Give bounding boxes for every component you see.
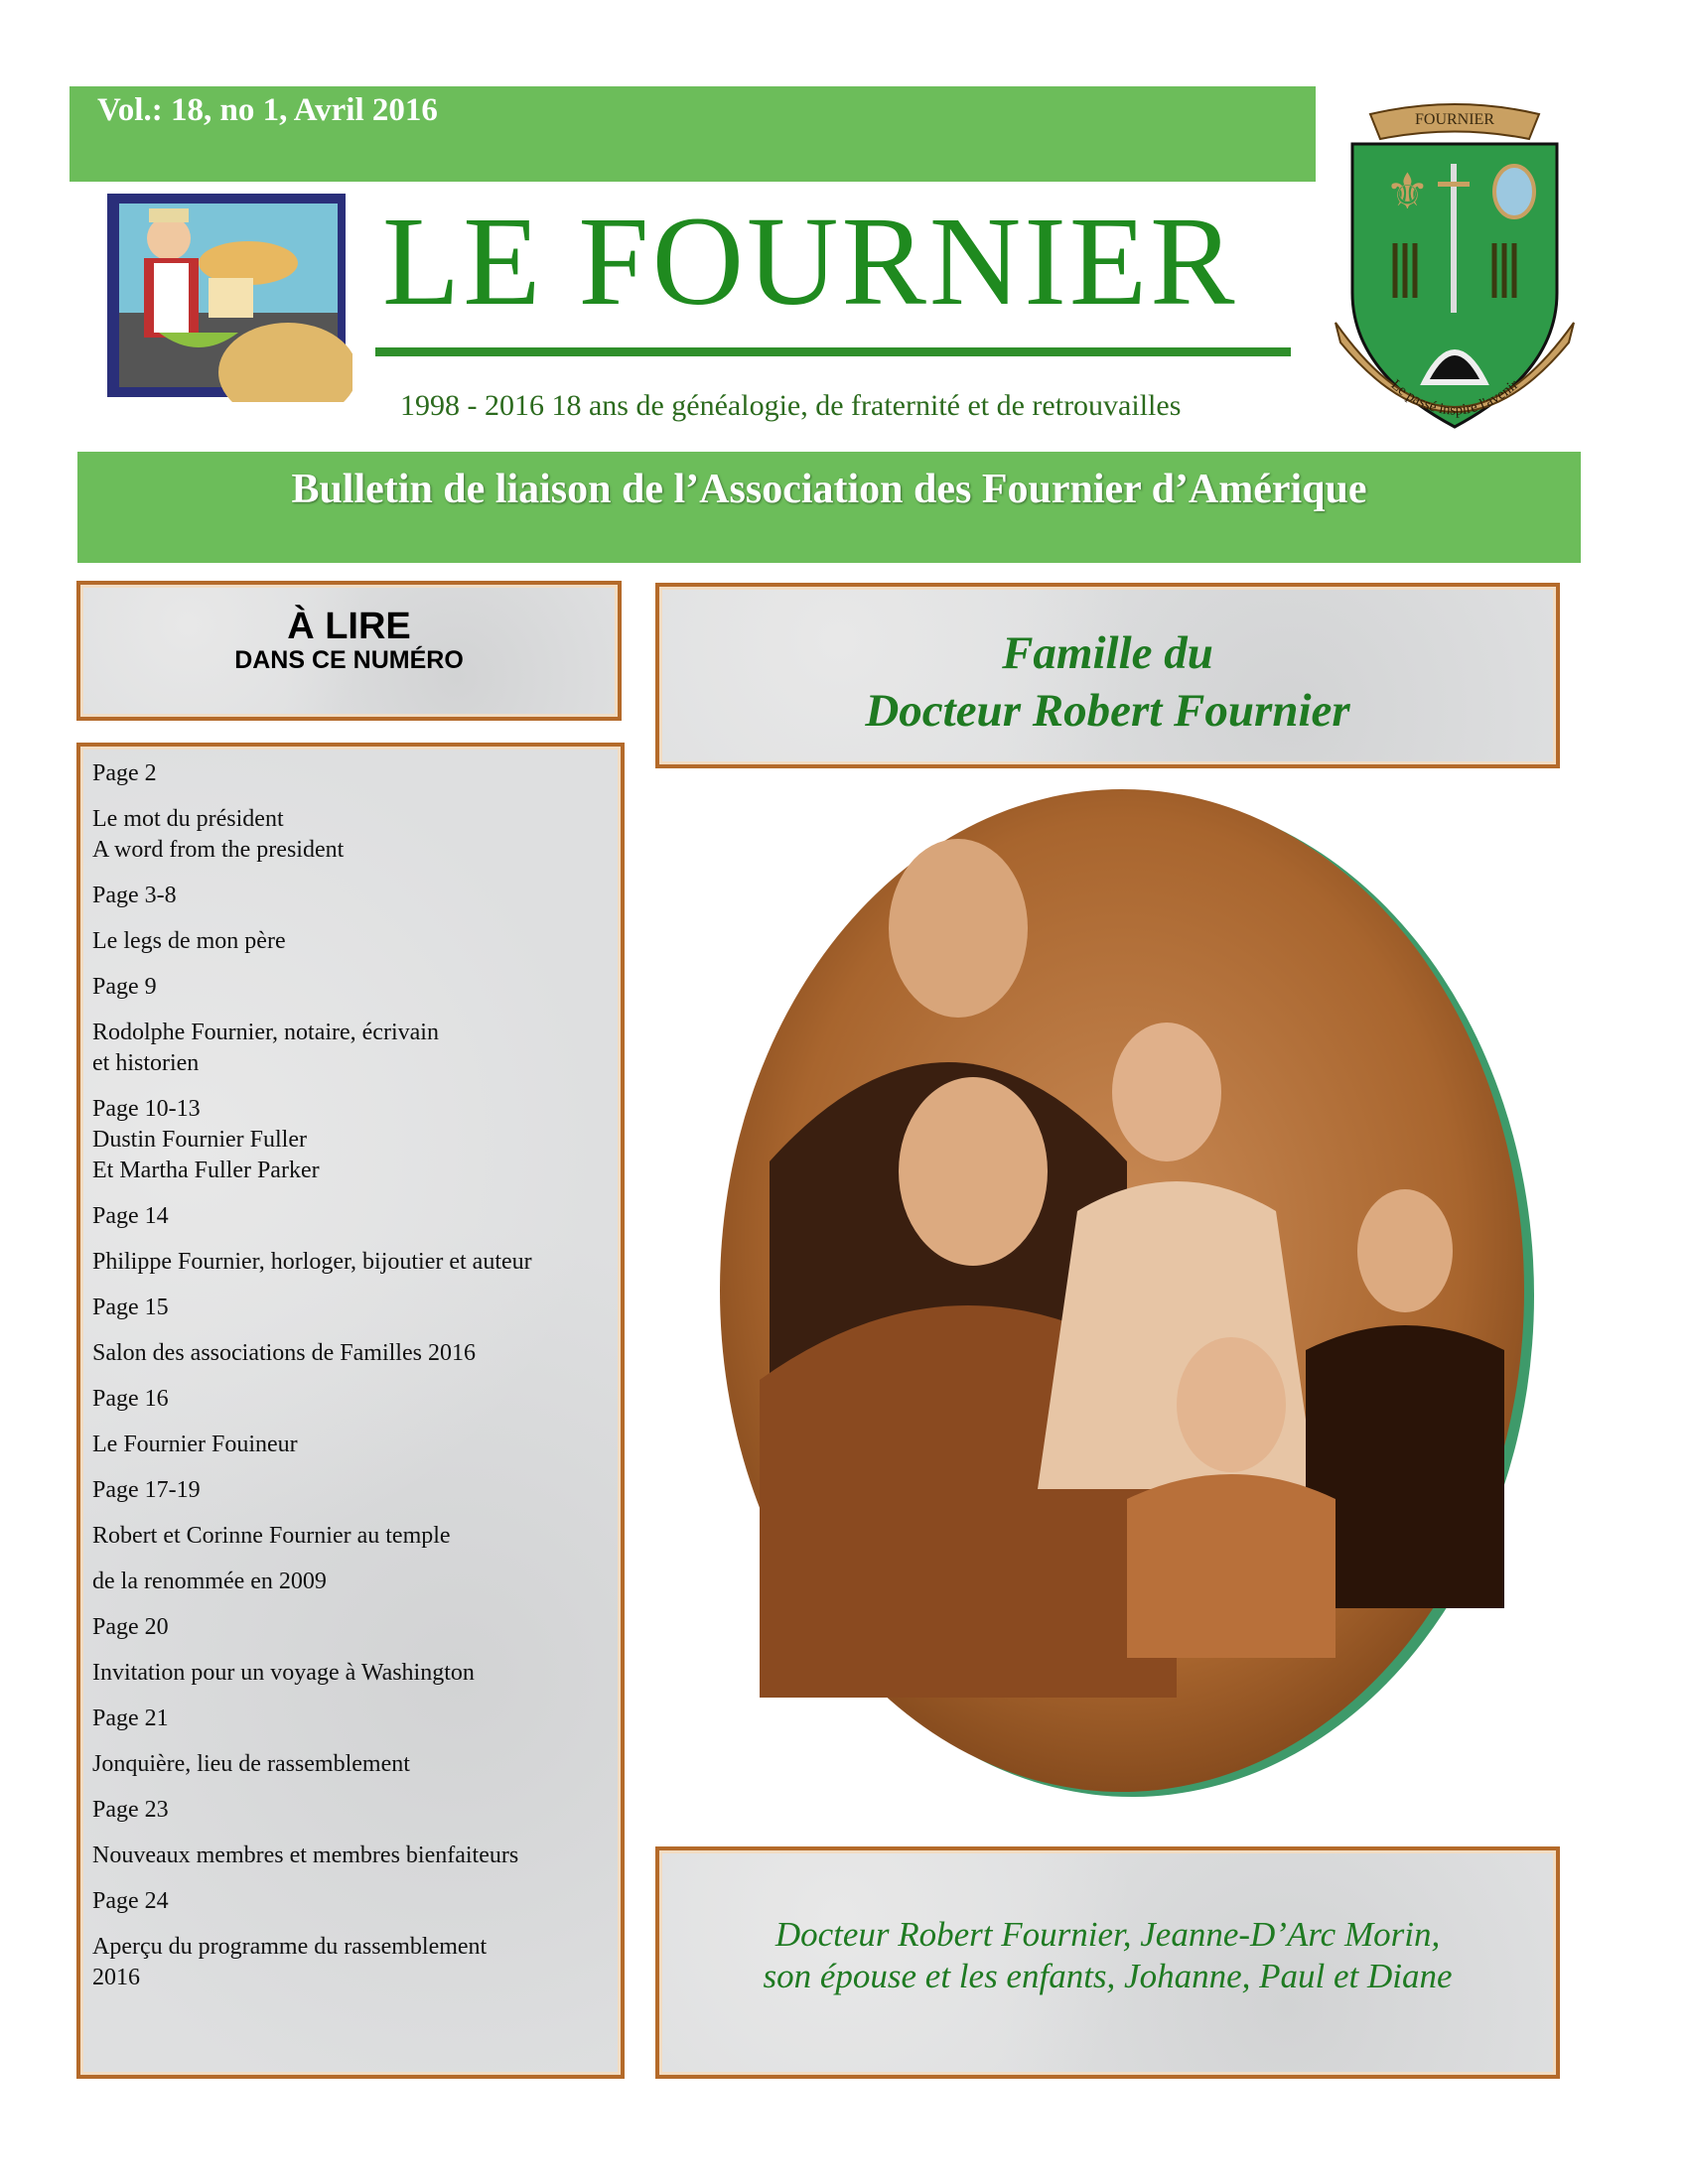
toc-item	[92, 1338, 621, 1369]
caption-line1: Docteur Robert Fournier, Jeanne-D’Arc Morin,	[774, 1915, 1441, 1954]
toc-item-line: Nouveaux membres et membres bienfaiteurs	[92, 1843, 519, 1868]
toc-item	[92, 1293, 621, 1323]
toc-item-line: Le mot du président	[92, 806, 284, 832]
toc-item	[92, 881, 621, 911]
toc-item	[92, 1704, 621, 1734]
newsletter-title: LE FOURNIER	[382, 191, 1238, 332]
toc-item-line: Robert et Corinne Fournier au temple	[92, 1523, 451, 1549]
baker-illustration-icon	[99, 184, 352, 402]
toc-item-line: Page 14	[92, 1203, 169, 1229]
toc-item-line: Page 9	[92, 974, 157, 1000]
toc-item-line: Dustin Fournier Fuller	[92, 1127, 307, 1153]
toc-item-line: Page 15	[92, 1295, 169, 1320]
toc-item	[92, 1384, 621, 1415]
toc-item	[92, 1749, 621, 1780]
toc-item-line: Aperçu du programme du rassemblement	[92, 1934, 488, 1960]
crest-motto-text: Le passé inspire l'avenir	[1387, 376, 1522, 419]
feature-title-line2: Docteur Robert Fournier	[865, 685, 1350, 737]
toc-item-line: Le Fournier Fouineur	[92, 1432, 298, 1457]
bulletin-banner	[77, 452, 1581, 563]
banner-text: Bulletin de liaison de l’Association des Fournier d’Amérique	[291, 467, 1367, 512]
toc-item	[92, 1521, 621, 1552]
toc-item	[92, 1475, 621, 1506]
toc-item-line: Page 21	[92, 1706, 169, 1731]
toc-item-line: et historien	[92, 1050, 200, 1076]
fournier-crest-icon	[1331, 94, 1579, 437]
toc-list	[80, 747, 621, 1993]
toc-item-line: Page 16	[92, 1386, 169, 1412]
toc-item	[92, 1886, 621, 1917]
toc-item-line: Rodolphe Fournier, notaire, écrivain	[92, 1020, 439, 1045]
feature-title-box	[655, 583, 1560, 768]
toc-item	[92, 1841, 621, 1871]
photo-caption-box	[655, 1846, 1560, 2079]
toc-item-line: Page 10-13	[92, 1096, 201, 1122]
toc-item-line: Page 20	[92, 1614, 169, 1640]
table-of-contents	[76, 743, 625, 2079]
toc-item	[92, 972, 621, 1003]
toc-item-line: Philippe Fournier, horloger, bijoutier et auteur	[92, 1249, 532, 1275]
volume-bar	[70, 86, 1316, 182]
toc-item	[92, 1018, 621, 1079]
toc-item	[92, 1795, 621, 1826]
toc-header-box	[76, 581, 622, 721]
newsletter-subtitle: 1998 - 2016 18 ans de généalogie, de fraternité et de retrouvailles	[400, 389, 1182, 422]
toc-item-line: Page 17-19	[92, 1477, 201, 1503]
toc-item	[92, 1567, 621, 1597]
toc-item-line: Et Martha Fuller Parker	[92, 1158, 320, 1183]
caption-line2: son épouse et les enfants, Johanne, Paul et Diane	[763, 1957, 1453, 1995]
title-rule	[375, 347, 1291, 356]
toc-item	[92, 758, 621, 789]
crest-name: FOURNIER	[1414, 111, 1495, 128]
toc-item	[92, 1247, 621, 1278]
toc-item	[92, 804, 621, 866]
svg-text:⚜: ⚜	[1385, 163, 1430, 220]
toc-subheading: DANS CE NUMÉRO	[234, 646, 464, 674]
toc-item-line: Le legs de mon père	[92, 928, 286, 954]
toc-item	[92, 1932, 621, 1993]
toc-item	[92, 1094, 621, 1186]
toc-item	[92, 926, 621, 957]
volume-label: Vol.: 18, no 1, Avril 2016	[97, 92, 438, 128]
toc-item-line: de la renommée en 2009	[92, 1569, 327, 1594]
toc-heading: À LIRE	[287, 606, 411, 647]
toc-item-line: Page 24	[92, 1888, 169, 1914]
toc-item-line: A word from the president	[92, 837, 345, 863]
toc-item	[92, 1612, 621, 1643]
toc-item	[92, 1658, 621, 1689]
toc-item-line: Page 3-8	[92, 883, 177, 908]
toc-item	[92, 1201, 621, 1232]
toc-item-line: Salon des associations de Familles 2016	[92, 1340, 476, 1366]
toc-item	[92, 1430, 621, 1460]
family-photo	[710, 784, 1539, 1802]
toc-item-line: Page 2	[92, 760, 157, 786]
feature-title-line1: Famille du	[1002, 627, 1213, 679]
toc-item-line: Invitation pour un voyage à Washington	[92, 1660, 475, 1686]
toc-item-line: Jonquière, lieu de rassemblement	[92, 1751, 410, 1777]
toc-item-line: Page 23	[92, 1797, 169, 1823]
toc-item-line: 2016	[92, 1965, 140, 1990]
